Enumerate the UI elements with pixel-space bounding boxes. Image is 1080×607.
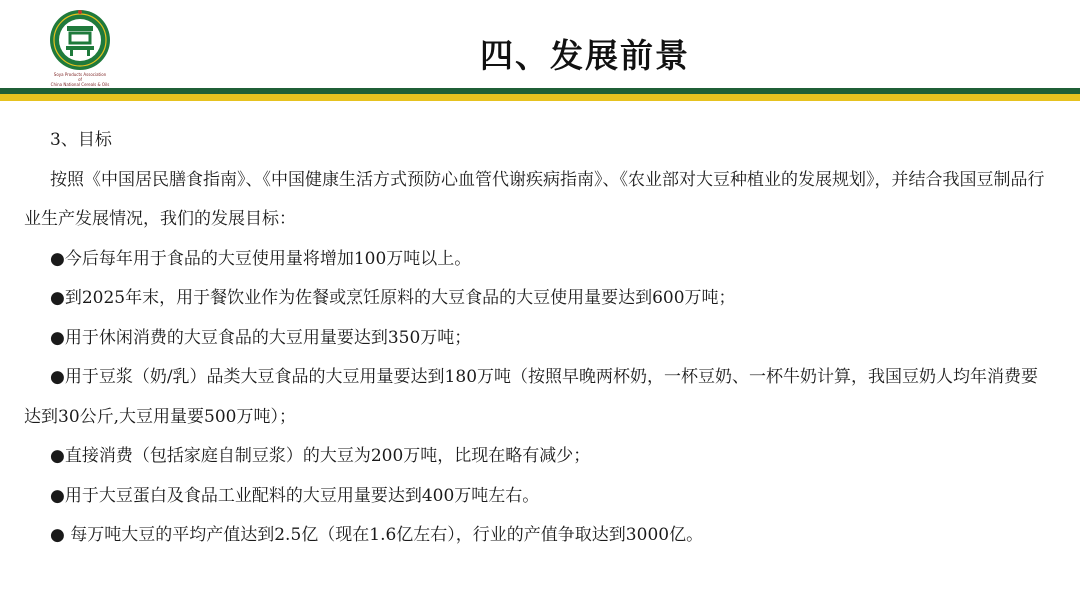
- logo-caption-line-3: China National Cereals & Oils: [50, 82, 110, 87]
- bullet-item: ●用于大豆蛋白及食品工业配料的大豆用量要达到400万吨左右。: [50, 485, 540, 506]
- logo-caption-line-1: Soya Products Association: [53, 72, 107, 77]
- header-divider-yellow: [0, 94, 1080, 101]
- bullet-item: ●到2025年末，用于餐饮业作为佐餐或烹饪原料的大豆食品的大豆使用量要达到600万吨；: [50, 288, 736, 308]
- bullet-item: ● 每万吨大豆的平均产值达到2.5亿（现在1.6亿左右），行业的产值争取达到3000亿。: [50, 525, 704, 545]
- bullet-item: ●用于豆浆（奶/乳）品类大豆食品的大豆用量要达到180万吨（按照早晚两杯奶，一杯豆奶、一杯牛奶计算，我国豆奶人均年消费要达到30公斤,大豆用量要500万吨）；: [24, 367, 1039, 427]
- section-heading: 3、目标: [50, 130, 112, 150]
- bullet-item: ●今后每年用于食品的大豆使用量将增加100万吨以上。: [50, 248, 472, 269]
- bullet-item: ●用于休闲消费的大豆食品的大豆用量要达到350万吨；: [50, 327, 472, 348]
- logo-caption-line-2: of: [78, 77, 82, 82]
- bullet-item: ●直接消费（包括家庭自制豆浆）的大豆为200万吨，比现在略有减少；: [50, 446, 591, 466]
- intro-paragraph: 按照《中国居民膳食指南》、《中国健康生活方式预防心血管代谢疾病指南》、《农业部对大豆种植业的发展规划》，并结合我国豆制品行业生产发展情况，我们的发展目标：: [24, 169, 1045, 229]
- page-title: 四、发展前景: [480, 36, 690, 75]
- slide-body: [24, 121, 1054, 556]
